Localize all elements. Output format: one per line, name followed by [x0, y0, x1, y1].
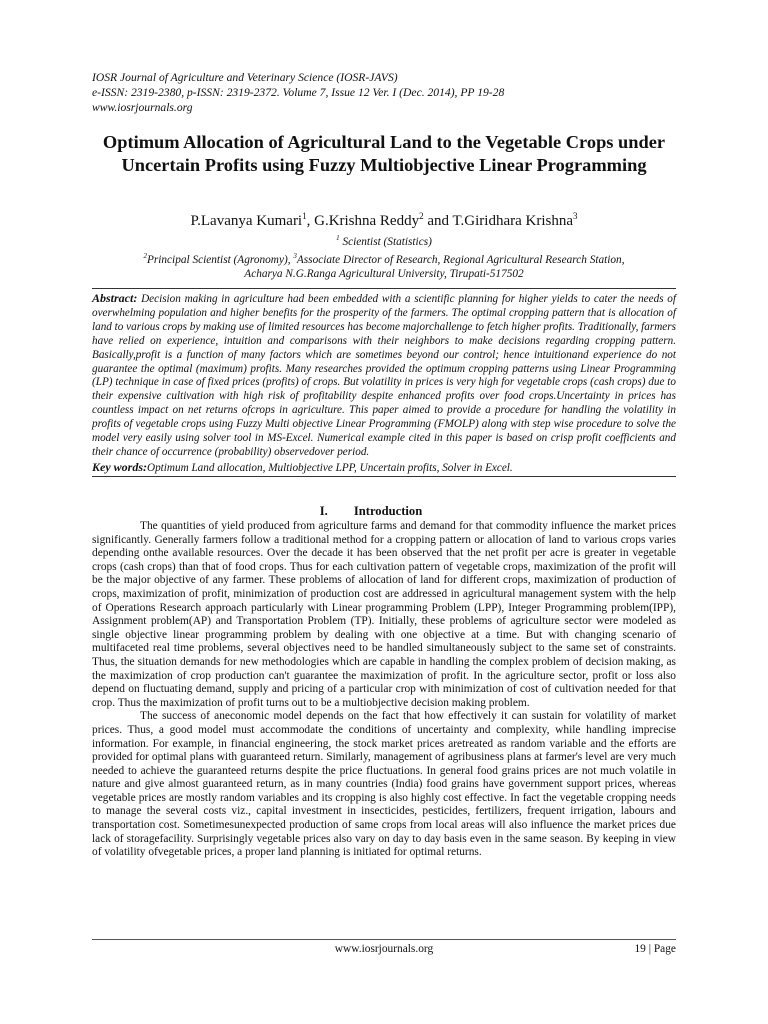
author-list — [92, 206, 676, 231]
journal-website: www.iosrjournals.org — [92, 101, 193, 114]
author-affil-marker: 3 — [573, 211, 578, 221]
abstract-section — [92, 288, 676, 477]
page-number: 19 | Page — [634, 943, 676, 955]
abstract-divider — [92, 476, 676, 477]
affil-text: Principal Scientist (Agronomy), — [146, 253, 294, 266]
affil-marker: 1 — [336, 234, 340, 242]
author-affil-marker: 1 — [302, 211, 307, 221]
affil-text: Associate Director of Research, Regional Agricultural Research Station, — [296, 253, 625, 266]
affiliation-line — [92, 231, 676, 249]
section-number: I. — [319, 504, 328, 518]
author-separator: and — [423, 213, 453, 229]
keywords-label: Key words: — [92, 459, 147, 474]
affiliation-line: Acharya N.G.Ranga Agricultural University, Tirupati-517502 — [244, 267, 524, 280]
journal-header — [92, 70, 504, 115]
paper-title: Optimum Allocation of Agricultural Land to the Vegetable Crops under Uncertain Profits using Fuzzy Multiobjective Linear Programming — [102, 132, 666, 175]
paragraph: The success of aneconomic model depends on the fact that how effectively it can sustain for volatility of market prices. Thus, a good model must accommodate the conditions of uncertainty and complexity, while handling imprecise information. For example, in financial engineering, the stock market prices aretreated as random variable and the efforts are provided for optimal plans with guaranteed return. Similarly, management of agribusiness plans at farmer's level are very much needed to achieve the guaranteed returns despite the price fluctuations. In general food grains prices are not much volatile in nature and give almost guaranteed return, as in many countries (India) food grains have government support prices, whereas vegetable prices are mostly random variables and its cropping is also highly cost effective. In fact the vegetable cropping needs to manage the several costs viz., capital investment in insecticides, pesticides, fertilizers, frequent irrigation, labours and transportation cost. Sometimesunexpected production of same crops from local areas will also influence the market prices due lack of storagefacility. Surprisingly vegetable prices also vary on day to day basis even in the same season. By keeping in view of volatility ofvegetable prices, a proper land planning is initiated for optimal returns. — [92, 710, 676, 859]
section-heading — [92, 503, 676, 519]
author-name: T.Giridhara Krishna — [452, 213, 574, 229]
author-name: G.Krishna Reddy — [314, 213, 420, 229]
author-separator: , — [306, 213, 315, 229]
affil-marker: 2 — [143, 251, 147, 260]
abstract — [92, 292, 676, 460]
journal-name: IOSR Journal of Agriculture and Veterinary Science (IOSR-JAVS) — [92, 71, 398, 84]
author-affil-marker: 2 — [419, 211, 424, 221]
affil-marker: 3 — [293, 251, 297, 260]
affiliations — [92, 231, 676, 281]
page-footer — [92, 939, 676, 955]
affiliation-line — [92, 249, 676, 267]
body-text — [92, 520, 676, 860]
keywords-text: Optimum Land allocation, Multiobjective LPP, Uncertain profits, Solver in Excel. — [147, 461, 513, 474]
abstract-label: Abstract: — [92, 291, 138, 305]
section-title: Introduction — [353, 504, 423, 518]
affil-text: Scientist (Statistics) — [339, 235, 432, 248]
keywords — [92, 460, 676, 475]
journal-issn: e-ISSN: 2319-2380, p-ISSN: 2319-2372. Volume 7, Issue 12 Ver. I (Dec. 2014), PP 19-28 — [92, 86, 505, 99]
author-name: P.Lavanya Kumari — [190, 213, 303, 229]
abstract-text: Decision making in agriculture had been embedded with a scientific planning for higher yields to cater the needs of overwhelming population and higher benefits for the prosperity of the farmers. The optimal cropping pattern that is allocation of land to various crops by making use of limited resources has become majorchallenge to fetch higher profits. Traditionally, farmers have relied on experience, intuition and comparisons with their neighbors to make decisions regarding cropping pattern. Basically,profit is a function of many factors which are sometimes beyond our control; hence intuitionand experience do not guarantee the optimal (maximum) profits. Many researches provided the optimum cropping patterns using Linear Programming (LP) technique in case of fixed prices (profits) of crops. But volatility in prices is very high for vegetable crops (cash crops) due to their expensive cultivation with high risk of profitability despite enhanced profits over food crops.Uncertainty in prices has countless impact on net returns ofcrops in agriculture. This paper aimed to provide a procedure for handling the volatility in profits of vegetable crops using Fuzzy Multi objective Linear Programming (FMOLP) along with step wise procedure to solve the model very easily using solver tool in MS-Excel. Numerical example cited in this paper is based on crisp profit coefficients and their chance of occurrence (probability) observedover period. — [92, 293, 676, 458]
paragraph: The quantities of yield produced from agriculture farms and demand for that commodity influence the market prices significantly. Generally farmers follow a traditional method for a cropping pattern or allocation of land to various crops varies depending onthe available resources. Over the decade it has been observed that the net profit per acre is greater in vegetable crops (cash crops) than that of food crops. Thus for each cultivation pattern of vegetable crops, maximization of the profit will be the major objective of any farmer. These problems of allocation of land for different crops, maximization of production of crops, maximization of profit, minimization of production cost are addressed in agricultural management system with the help of Operations Research approach particularly with Linear programming Problem (LPP), Integer Programming problem(IPP), Assignment problem(AP) and Transportation Problem (TP). Initially, these problems of agriculture sector were modeled as single objective linear programming problem by dealing with one objective at a time. But with changing scenario of multifaceted real time problems, several objectives need to be handled simultaneously subject to the same set of constraints. Thus, the situation demands for new methodologies which are capable in handling the complex problem of decision making, as the maximization of crop production can't guarantee the maximization of profit. In the agriculture sector, profit or loss also depend on fluctuating demand, supply and pricing of a particular crop with minimization of cost of cultivation needed for that crop. Thus the maximization of profit turns out to be a multiobjective decision making problem. — [92, 520, 676, 709]
footer-url: www.iosrjournals.org — [334, 943, 434, 955]
